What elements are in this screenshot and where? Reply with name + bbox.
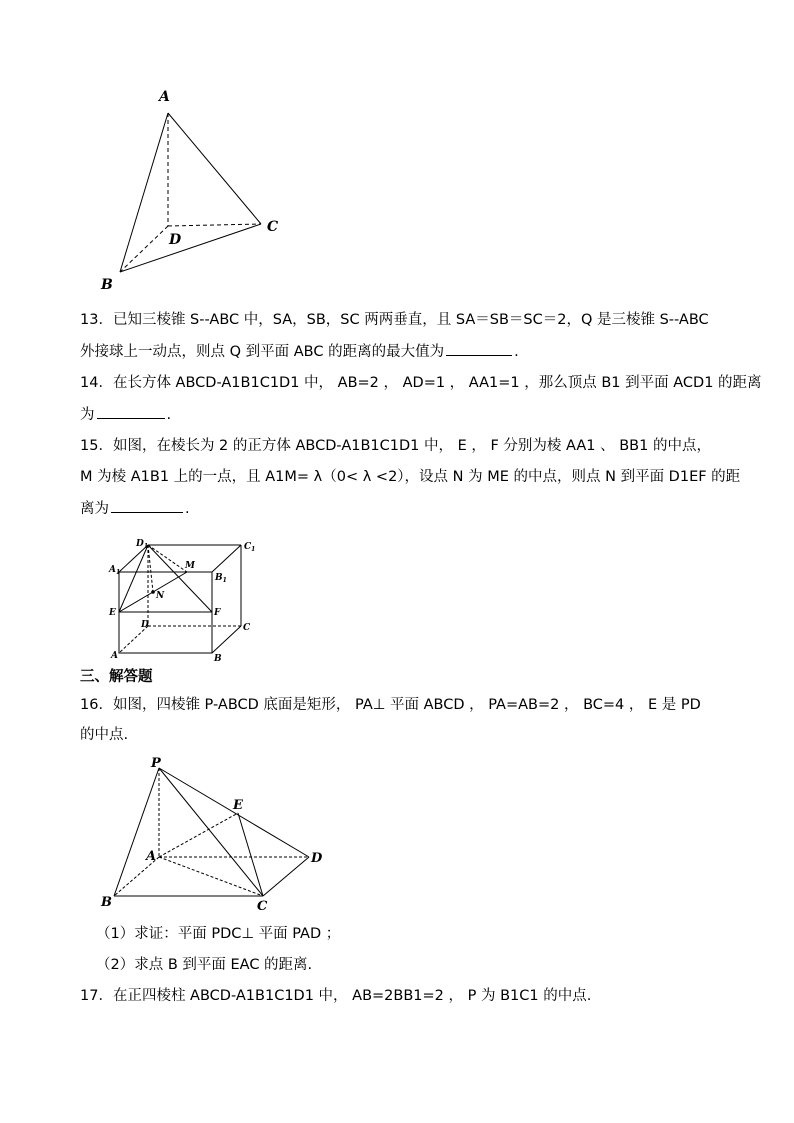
pyramid-figure bbox=[95, 750, 335, 915]
cube-label-c1: $C_1$ bbox=[244, 542, 256, 553]
cube-label-d1: $D_1$ bbox=[136, 539, 148, 550]
vertex-label-c: C bbox=[267, 219, 279, 235]
pyramid-label-b: B bbox=[101, 895, 112, 910]
vertex-label-d: D bbox=[169, 232, 182, 248]
q14-line-2-end: . bbox=[166, 407, 172, 423]
cube-label-e: E bbox=[109, 608, 116, 618]
cube-label-d: D bbox=[141, 620, 149, 630]
pyramid-label-c: C bbox=[257, 899, 268, 914]
pyramid-label-d: D bbox=[311, 851, 323, 866]
q16-line-1: 16．如图，四棱锥 P-ABCD 底面是矩形， PA⊥ 平面 ABCD ， PA=AB=2 ， BC=4 ， E 是 PD bbox=[80, 697, 701, 713]
cube-label-a: A bbox=[111, 651, 118, 661]
q16-line-2: 的中点. bbox=[80, 727, 129, 743]
q15-line-3 bbox=[80, 498, 190, 519]
vertex-label-a: A bbox=[159, 89, 170, 105]
vertex-label-b: B bbox=[101, 277, 113, 293]
cube-label-a1: $A_1$ bbox=[109, 565, 121, 576]
pyramid-label-a: A bbox=[146, 849, 157, 864]
cube-label-b1: $B_1$ bbox=[215, 573, 227, 584]
q14-line-2-text: 为 bbox=[80, 407, 95, 423]
cube-label-b: B bbox=[214, 654, 222, 664]
cube-label-c: C bbox=[243, 623, 251, 633]
cube-figure bbox=[105, 535, 265, 665]
tetrahedron-figure bbox=[90, 80, 320, 295]
q16-part-2: （2）求点 B 到平面 EAC 的距离. bbox=[96, 957, 313, 973]
q13-line-2 bbox=[80, 341, 519, 362]
q17-line-1: 17．在正四棱柱 ABCD-A1B1C1D1 中， AB=2BB1=2 ， P 为 B1C1 的中点. bbox=[80, 988, 592, 1004]
q13-line-2-text: 外接球上一动点，则点 Q 到平面 ABC 的距离的最大值为 bbox=[80, 344, 445, 360]
pyramid-label-p: P bbox=[151, 756, 161, 771]
q13-line-1: 13．已知三棱锥 S--ABC 中，SA，SB，SC 两两垂直，且 SA＝SB＝SC＝2，Q 是三棱锥 S--ABC bbox=[80, 312, 709, 328]
q14-line-1: 14．在长方体 ABCD-A1B1C1D1 中， AB=2 ， AD=1 ， AA1=1 ，那么顶点 B1 到平面 ACD1 的距离 bbox=[80, 375, 762, 391]
q15-line-3-text: 离为 bbox=[80, 501, 109, 517]
q15-line-2: M 为棱 A1B1 上的一点，且 A1M= λ（0< λ <2），设点 N 为 ME 的中点，则点 N 到平面 D1EF 的距 bbox=[80, 469, 741, 485]
q15-line-1: 15．如图，在棱长为 2 的正方体 ABCD-A1B1C1D1 中， E ， F 分别为棱 AA1 、 BB1 的中点， bbox=[80, 438, 711, 454]
cube-label-f: F bbox=[214, 608, 221, 618]
q14-line-2 bbox=[80, 404, 171, 425]
cube-label-m: M bbox=[185, 561, 195, 571]
q13-line-2-end: . bbox=[514, 344, 519, 360]
pyramid-label-e: E bbox=[233, 798, 243, 813]
q16-part-1: （1）求证：平面 PDC⊥ 平面 PAD ； bbox=[96, 926, 341, 942]
q15-answer-blank bbox=[111, 498, 183, 513]
q14-answer-blank bbox=[97, 404, 165, 419]
q15-line-3-end: . bbox=[185, 501, 190, 517]
q13-answer-blank bbox=[446, 341, 512, 356]
cube-label-n: N bbox=[156, 591, 165, 601]
section-heading: 三、解答题 bbox=[80, 669, 153, 685]
